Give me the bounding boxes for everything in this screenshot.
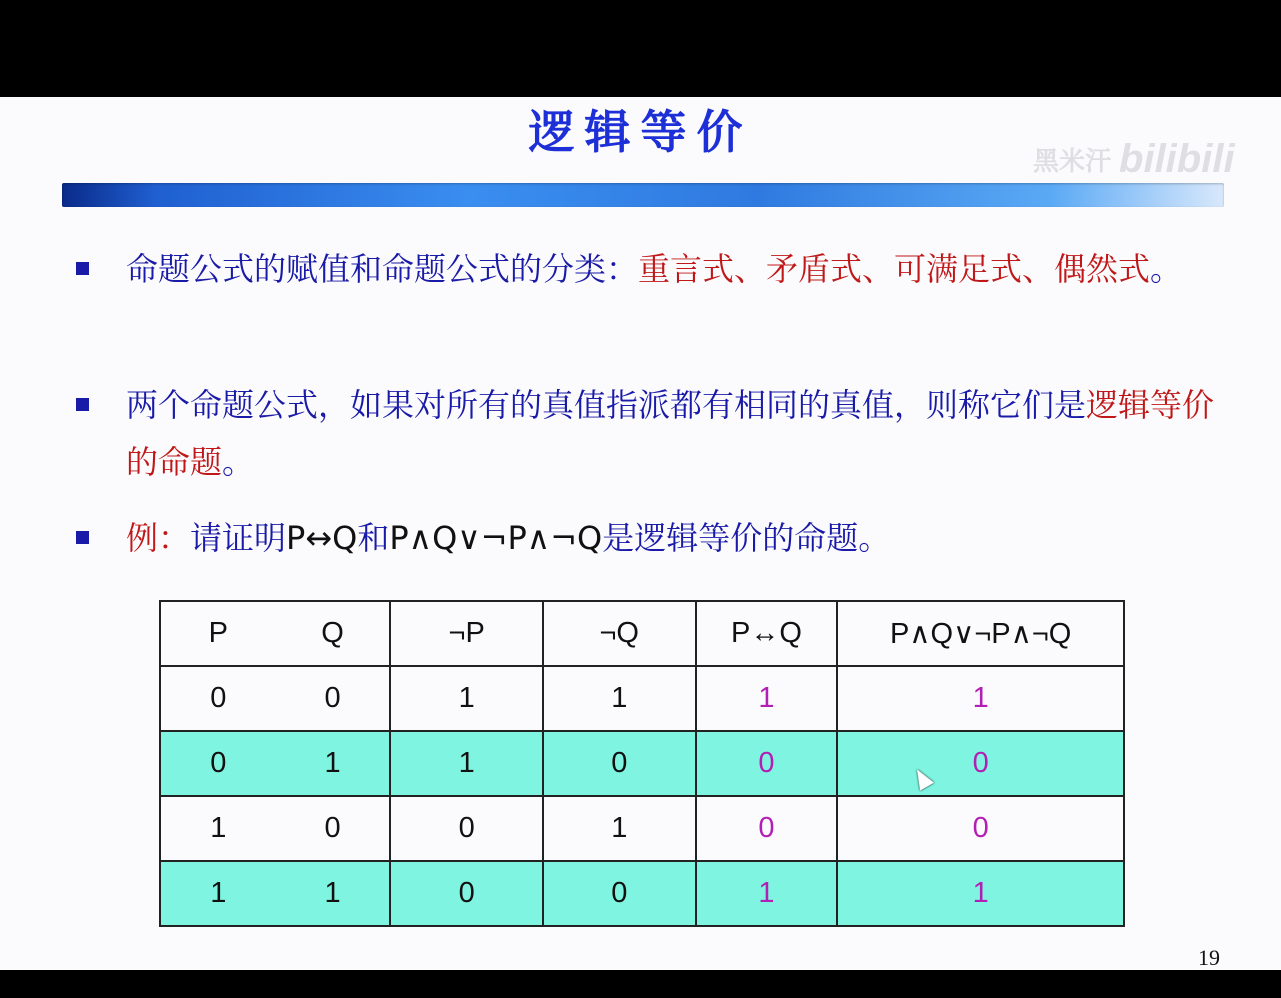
table-cell: 0: [390, 796, 543, 861]
page-number: 19: [1198, 945, 1220, 970]
bilibili-logo: bilibili: [1119, 137, 1235, 181]
table-cell: 0: [276, 796, 391, 861]
table-cell: 1: [837, 861, 1124, 926]
bullet-text-blue: 命题公式的赋值和命题公式的分类：: [126, 250, 639, 288]
watermark-text: 黑米汗: [1033, 146, 1112, 176]
bullet-text-red: 重言式、矛盾式、可满足式、偶然式: [638, 250, 1151, 288]
example-label: 例：: [126, 519, 191, 557]
table-cell: 0: [543, 731, 696, 796]
table-cell: 1: [543, 666, 696, 731]
bullet-text: [126, 510, 1216, 567]
example-formula-1: P↔Q: [286, 519, 358, 557]
header-cell: P↔Q: [696, 601, 838, 666]
bullet-square-icon: [76, 531, 89, 544]
bullet-square-icon: [76, 398, 89, 411]
table-cell: 0: [160, 666, 276, 731]
table-cell: 1: [696, 861, 838, 926]
slide-title: 逻辑等价: [528, 105, 753, 159]
table-row: [160, 666, 1124, 731]
example-text: 是逻辑等价的命题。: [602, 519, 891, 557]
table-cell: 1: [837, 666, 1124, 731]
header-cell: P∧Q∨¬P∧¬Q: [837, 601, 1124, 666]
slide: [0, 97, 1281, 970]
bullet-text-blue: 两个命题公式，如果对所有的真值指派都有相同的真值，则称它们是: [126, 386, 1087, 424]
bullet-text-tail: 。: [222, 443, 255, 481]
bullet-text: [126, 377, 1216, 491]
table-cell: 1: [696, 666, 838, 731]
table-cell: 1: [390, 731, 543, 796]
table-cell: 1: [276, 731, 391, 796]
title-underline-band: [62, 183, 1224, 207]
truth-table: [159, 600, 1125, 927]
table-cell: 0: [390, 861, 543, 926]
bullet-text-tail: 。: [1150, 250, 1183, 288]
table-row: [160, 861, 1124, 926]
header-cell: P: [160, 601, 276, 666]
table-cell: 1: [390, 666, 543, 731]
header-cell: ¬P: [390, 601, 543, 666]
bullet-square-icon: [76, 262, 89, 275]
example-text: 和: [357, 519, 390, 557]
header-cell: Q: [276, 601, 391, 666]
table-header-row: [160, 601, 1124, 666]
table-cell: 0: [276, 666, 391, 731]
table-cell: 0: [696, 731, 838, 796]
example-formula-2: P∧Q∨¬P∧¬Q: [389, 519, 603, 557]
example-text: 请证明: [190, 519, 287, 557]
bullet-text: [126, 241, 1216, 298]
table-cell: 1: [160, 796, 276, 861]
table-cell: 1: [543, 796, 696, 861]
table-cell: 1: [160, 861, 276, 926]
watermark: [1033, 137, 1235, 182]
table-cell: 0: [837, 731, 1124, 796]
table-row: [160, 731, 1124, 796]
table-cell: 0: [837, 796, 1124, 861]
header-cell: ¬Q: [543, 601, 696, 666]
table-cell: 1: [276, 861, 391, 926]
table-cell: 0: [543, 861, 696, 926]
table-cell: 0: [160, 731, 276, 796]
table-cell: 0: [696, 796, 838, 861]
table-row: [160, 796, 1124, 861]
bullet-text-red: 逻辑等价的命题: [126, 386, 1215, 481]
